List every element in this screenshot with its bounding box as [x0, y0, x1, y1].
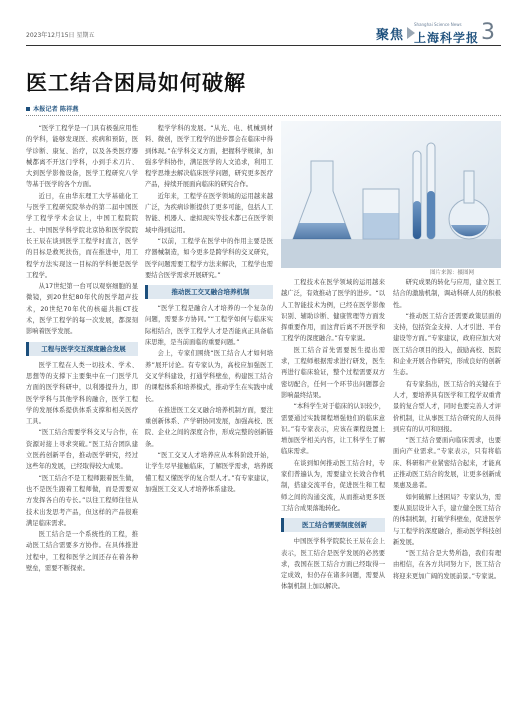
header-rule — [26, 45, 501, 46]
paragraph: 近年来，工程学在医学领域的运用越来越广泛，为疾病诊断提供了更多可能，包括人工智能、机器人、虚拟现实等技术都已在医学领域中得到运用。 — [145, 192, 273, 234]
paragraph: 医学工程在人类一切技术、学术、思想等的支撑下主要集中在一门医学几方面的医学科研中，以利器提升力，即医学学科与其他学科的融合，医学工程学的发展体系提供体系支撑和相关医疗工具。 — [26, 361, 138, 426]
headline: 医工结合困局如何破解 — [26, 71, 246, 95]
paragraph: “医工结合不是工程师跟着医生做，也不是医生跟着工程师做，而是需要双方发挥各自的专长。”以往工程师往往从技术出发思考产品，但这样的产品很难满足临床需求。 — [26, 474, 138, 527]
photo-credit: 图片来源：摄图网 — [430, 270, 475, 276]
paragraph: 程学学科的发展。“从光、电、机械到材料、微创，医学工程学的进步都会在临床中得到体现。”在学科交叉方面，把握科学规律，加强多学科协作，满足医学的人文追求，利用工程学思维去解决临床医学问题，研究更多医疗产品，持续开展面向临床的研究合作。 — [145, 125, 273, 189]
page-number: 3 — [481, 20, 495, 45]
paragraph: 研究成果的转化与应用，建立医工结合的激励机制，调动科研人员的积极性。 — [393, 279, 501, 309]
article-photo — [281, 121, 501, 268]
paragraph: 工程技术在医学领域的运用越来越广泛，有效推动了医学的进步。“以人工智能技术为例，已经在医学影像识别、辅助诊断、健康管理等方面发挥重要作用，而这背后离不开医学和工程学的深度融合。”有专家说。 — [281, 279, 385, 343]
paragraph: 在推进医工交叉融合培养机制方面，要注重创新体系、产学研协同发展，加强高校、医院、企业之间的深度合作，形成完整的创新链条。 — [145, 406, 273, 448]
byline-text: 本报记者 陈祥燕 — [33, 106, 79, 113]
byline-marker-icon — [26, 107, 30, 111]
paragraph: 在谈到如何推动医工结合时，专家们普遍认为，需要建立长效合作机制，搭建交流平台，促进医生和工程师之间的沟通交流，从而推动更多医工结合成果落地转化。 — [281, 459, 385, 512]
column-4 — [393, 277, 501, 723]
subheading-3: 医工结合需要制度创新 — [281, 518, 385, 532]
column-3 — [281, 277, 385, 723]
paragraph: 中国医学科学院院长王辰在会上表示，医工结合是医学发展的必然要求，我国在医工结合方面已经取得一定成效，但仍存在诸多问题，需要从体制机制上加以解决。 — [281, 538, 385, 591]
paragraph: 如何破解上述困局？专家认为，需要从顶层设计入手，建立健全医工结合的体制机制，打破学科壁垒，促进医学与工程学的深度融合，推动医学科技创新发展。 — [393, 493, 501, 546]
section-tag — [376, 24, 415, 42]
paragraph: “医工结合是大势所趋，我们有理由相信，在各方共同努力下，医工结合将迎来更加广阔的发展前景。”专家说。 — [393, 550, 501, 580]
masthead-chinese: 上海科学报 — [414, 31, 480, 45]
paragraph: “医工交叉人才培养应从本科阶段开始，让学生尽早接触临床，了解医学需求，培养既懂工程又懂医学的复合型人才。”有专家建议，加强医工交叉人才培养体系建设。 — [145, 452, 273, 493]
paragraph: “以前，工程学在医学中的作用主要是医疗器械制造，如今更多是跨学科的交叉研究，医学问题需要工程学方法来解决，工程学也需要结合医学需求开展研究。” — [145, 237, 273, 279]
paragraph: “本科学生对于临床的认识较少，需要通过实践课程增强他们的临床意识。”有专家表示，应该在课程设置上增加医学相关内容，让工科学生了解临床需求。 — [281, 403, 385, 456]
paragraph: 有专家指出，医工结合的关键在于人才，要培养具有医学和工程学双重背景的复合型人才，同时也要完善人才评价机制，让从事医工结合研究的人员得到应有的认可和回报。 — [393, 380, 501, 433]
byline — [26, 104, 78, 113]
paragraph: 近日，在由华东理工大学基础化工与医学工程研究院举办的第二届中国医学工程学学术会议上，中国工程院院士、中国医学科学院北京协和医学院院长王辰在谈到医学工程学时直言，医学的目标是救死扶伤，而在推进中，用工程学方法实现这一目标的学科便是医学工程学。 — [26, 192, 138, 279]
paragraph: 医工结合是一个系统性的工程，推动医工结合需要多方协作。在具体推进过程中，工程和医学之间还存在着各种壁垒，需要不断探索。 — [26, 531, 138, 572]
column-2 — [145, 123, 273, 723]
subheading-1: 工程与医学交互深度融合发展 — [26, 342, 138, 356]
column-1 — [26, 123, 138, 723]
paragraph: “医学工程是融合人才培养的一个复杂的问题，需要多方协同。”“工程学如何与临床实际相结合，医学工程学人才是否能真正具备临床思维，是当前面临的重要问题。” — [145, 305, 273, 347]
subheading-2: 推动医工交叉融合培养机制 — [145, 285, 273, 299]
paragraph: “推动医工结合还需要政策层面的支持，包括资金支持、人才引进、平台建设等方面。”专家建议，政府应加大对医工结合项目的投入，鼓励高校、医院和企业开展合作研究，形成良好的创新生态。 — [393, 312, 501, 377]
section-name: 聚焦 — [376, 27, 405, 43]
page-header — [0, 0, 524, 50]
paragraph: 会上，专家们围绕“医工结合人才如何培养”展开讨论。有专家认为，高校应加强医工交叉学科建设，打通学科壁垒，构建医工结合的课程体系和培养模式，推动学生在实践中成长。 — [145, 350, 273, 403]
paragraph: “医工结合要面向临床需求，也要面向产业需求。”专家表示，只有将临床、科研和产业紧密结合起来，才能真正推动医工结合的发展，让更多创新成果惠及患者。 — [393, 437, 501, 490]
paragraph: “医工结合需要学科交叉与合作，在资源对接上寻求突破。”医工结合团队建立医药创新平台，推动医学研究，经过这些年的发展，已经取得较大成果。 — [26, 429, 138, 471]
paragraph: “医学工程学是一门具有极强应用性的学科，能够发现医、疾病和预防，医学诊断、康复、治疗，以及各类医疗器械都离不开这门学科，小到手术刀片、大到医学影像设备，医学工程研究八学等基于医学的各个方面。 — [26, 125, 138, 189]
masthead-english: Shanghai Science News — [414, 22, 462, 27]
paragraph: 医工结合首先需要医生提出需求，工程师根据需求进行研发，医生再进行临床验证，整个过程需要双方密切配合，任何一个环节出问题都会影响最终结果。 — [281, 346, 385, 399]
byline-rule — [26, 115, 501, 117]
issue-date: 2023年12月15日 星期五 — [26, 32, 95, 39]
paragraph: 从17世纪第一台可以观察细胞的显微镜，到20世纪80年代的医学超声技术，20世纪70年代的核磁共振CT技术，医学工程学的每一次发展，都深刻影响着医学发展。 — [26, 283, 138, 336]
lab-glassware-image — [281, 121, 501, 268]
masthead — [414, 22, 480, 46]
